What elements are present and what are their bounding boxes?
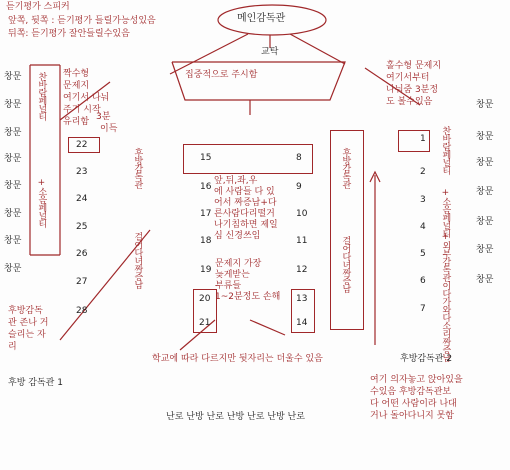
back-supervisor-2: 후방감독관 2 [400, 354, 453, 364]
focus-note: 집중적으로 주시함 [185, 70, 258, 80]
seat-24: 24 [76, 194, 88, 204]
window-right-7: 창문 [476, 275, 494, 285]
seat-2: 2 [420, 167, 426, 177]
window-left-1: 창문 [4, 72, 22, 82]
window-left-7: 창문 [4, 236, 22, 246]
back-supervisor-1: 후방 감독관 1 [8, 378, 63, 388]
seat-4: 4 [420, 222, 426, 232]
last-row-note: 문제지 가장 늦게받는 부류들 1~2분정도 손해 [215, 259, 281, 302]
left-back-supervisor: 후방감독관 [132, 148, 143, 188]
seat-25: 25 [76, 222, 88, 232]
window-right-2: 창문 [476, 132, 494, 142]
window-right-3: 창문 [476, 158, 494, 168]
window-left-8: 창문 [4, 264, 22, 274]
seat-7: 7 [420, 304, 426, 314]
right-penalty: 찬바람페널티 [440, 126, 451, 174]
front-back-note: 앞쪽, 뒷쪽 : 듣기평가 들릴가능성있음 [8, 16, 156, 26]
window-right-1: 창문 [476, 100, 494, 110]
back-note: 뒤쪽: 듣기평가 잘안들릴수있음 [8, 29, 130, 39]
window-right-6: 창문 [476, 245, 494, 255]
right-back-supervisor: 후방감독관 [340, 148, 351, 188]
window-left-5: 창문 [4, 181, 22, 191]
center-annoy-note: 앞,뒤,좌,우 에 사람들 다 있 어서 짜증남+다 른사람다리떨거 나기침하면 제일 심 신경쓰임 [214, 176, 278, 241]
seat-16: 16 [200, 182, 212, 192]
seat-20: 20 [199, 294, 211, 304]
seat-13: 13 [296, 294, 308, 304]
radiator-row: 난로 난방 난로 난방 난로 난방 난로 [166, 412, 305, 422]
right-noise: +소음페널티 [440, 188, 451, 237]
left-noise: +소음페널티 [36, 178, 47, 227]
seat-19: 19 [200, 265, 212, 275]
window-left-2: 창문 [4, 100, 22, 110]
window-left-4: 창문 [4, 154, 22, 164]
left-note-gain: 이득 [100, 124, 118, 134]
speaker-note: 듣기평가 스피커 [6, 2, 70, 12]
window-right-5: 창문 [476, 217, 494, 227]
window-left-3: 창문 [4, 128, 22, 138]
seat-3: 3 [420, 195, 426, 205]
seat-22: 22 [76, 140, 88, 150]
odd-paper-note: 홀수형 문제지 여기서부터 나눠줌 3분정 도 볼수있음 [386, 61, 442, 107]
seat-12: 12 [296, 265, 308, 275]
seat-8: 8 [296, 153, 302, 163]
seat-23: 23 [76, 167, 88, 177]
left-walking-note: 걸어다녀짜증남 [132, 232, 143, 288]
even-paper-note: 짝수형 문제지 여기서 나눠 주기 시작 유리함 [63, 69, 110, 127]
left-note-3min: 3분 [96, 112, 111, 122]
right-outside-supervisor-note: +외부감독관이다가와다소리짜증남 [440, 232, 451, 361]
chair-note: 여기 의자놓고 앉아있을 수있음 후방감독관보 다 어떤 사람이라 나대 거나 돌아다니지 못함 [370, 375, 463, 421]
seat-18: 18 [200, 236, 212, 246]
seat-21: 21 [199, 318, 211, 328]
back-supervisor-note: 후방감독 관 존나 거 슬리는 자 리 [8, 306, 49, 352]
seat-15: 15 [200, 153, 212, 163]
seat-17: 17 [200, 209, 212, 219]
window-left-6: 창문 [4, 209, 22, 219]
seat-10: 10 [296, 209, 308, 219]
seat-9: 9 [296, 182, 302, 192]
seat-14: 14 [296, 318, 308, 328]
hot-back-note: 학교에 따라 다르지만 뒷자리는 더울수 있음 [152, 354, 323, 364]
main-supervisor: 메인감독관 [237, 13, 286, 24]
window-right-4: 창문 [476, 187, 494, 197]
seat-1: 1 [420, 134, 426, 144]
right-walking-note: 걸어다녀짜증남 [340, 236, 351, 292]
seat-26: 26 [76, 249, 88, 259]
seat-6: 6 [420, 276, 426, 286]
left-penalty: 찬바람페널티 [36, 72, 47, 120]
seat-27: 27 [76, 277, 88, 287]
podium: 교탁 [261, 47, 279, 57]
seat-28: 28 [76, 306, 88, 316]
seat-11: 11 [296, 236, 308, 246]
seat-5: 5 [420, 249, 426, 259]
